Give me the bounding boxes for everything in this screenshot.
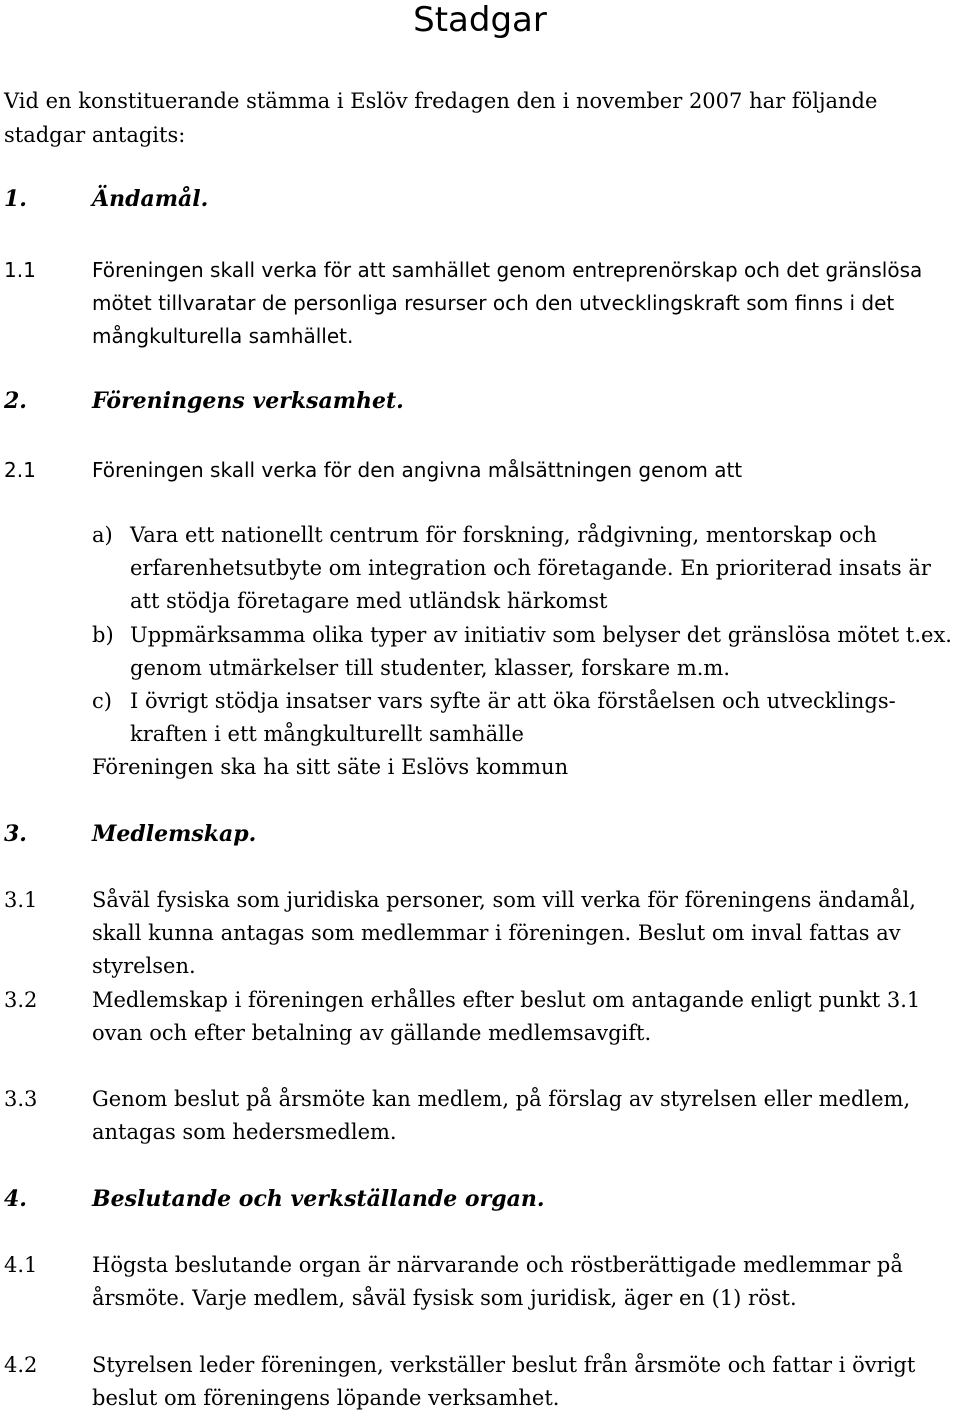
paragraph-number-1-1: 1.1 [4,258,36,282]
paragraph-text-4-2: Styrelsen leder föreningen, verkställer beslut från årsmöte och fattar i övrigt beslut om föreningens löpande verksamhet. [92,1353,916,1410]
paragraph-number-4-1: 4.1 [4,1253,38,1277]
list-item-letter-c: c) [92,689,112,713]
section-number: 3. [4,821,27,847]
list-item-letter-b: b) [92,623,114,647]
closing-statement: Föreningen ska ha sitt säte i Eslövs kommun [92,755,569,779]
paragraph-text-1-1: Föreningen skall verka för att samhället genom entreprenörskap och det gränslösa mötet tillvaratar de personliga resurser och den utvecklingskraft som finns i det mångkulturella samhället. [92,258,923,348]
list-item-text-c: I övrigt stödja insatser vars syfte är att öka förståelsen och utvecklings-kraften i ett mångkulturellt samhälle [130,689,896,746]
paragraph-number-3-1: 3.1 [4,888,38,912]
page-title: Stadgar [413,0,547,40]
section-number: 1. [4,186,27,212]
paragraph-number-3-2: 3.2 [4,988,38,1012]
list-item-text-b: Uppmärksamma olika typer av initiativ som belyser det gränslösa mötet t.ex. genom utmärkelser till studenter, klasser, forskare m.m. [130,623,952,680]
paragraph-text-3-3: Genom beslut på årsmöte kan medlem, på förslag av styrelsen eller medlem, antagas som hedersmedlem. [92,1087,911,1144]
list-item-text-a: Vara ett nationellt centrum för forskning, rådgivning, mentorskap och erfarenhetsutbyte om integration och företagande. En prioriterad insats är att stödja företagare med utländsk härkomst [130,523,931,613]
section-number: 4. [4,1186,27,1212]
paragraph-text-2-1: Föreningen skall verka för den angivna målsättningen genom att [92,458,743,482]
paragraph-text-3-2: Medlemskap i föreningen erhålles efter beslut om antagande enligt punkt 3.1 ovan och efter betalning av gällande medlemsavgift. [92,988,921,1045]
paragraph-number-4-2: 4.2 [4,1353,38,1377]
paragraph-text-3-1: Såväl fysiska som juridiska personer, som vill verka för föreningens ändamål, skall kunna antagas som medlemmar i föreningen. Beslut om inval fattas av styrelsen. [92,888,916,978]
section-title: Beslutande och verkställande organ. [92,1186,545,1212]
section-title: Medlemskap. [92,821,257,847]
paragraph-number-2-1: 2.1 [4,458,36,482]
section-title: Föreningens verksamhet. [92,388,404,414]
section-number: 2. [4,388,27,414]
paragraph-number-3-3: 3.3 [4,1087,38,1111]
paragraph-text-4-1: Högsta beslutande organ är närvarande och röstberättigade medlemmar på årsmöte. Varje medlem, såväl fysisk som juridisk, äger en (1) röst. [92,1253,903,1310]
list-item-letter-a: a) [92,523,113,547]
intro-paragraph: Vid en konstituerande stämma i Eslöv fredagen den i november 2007 har följande stadgar antagits: [4,89,878,147]
section-title: Ändamål. [92,186,209,212]
